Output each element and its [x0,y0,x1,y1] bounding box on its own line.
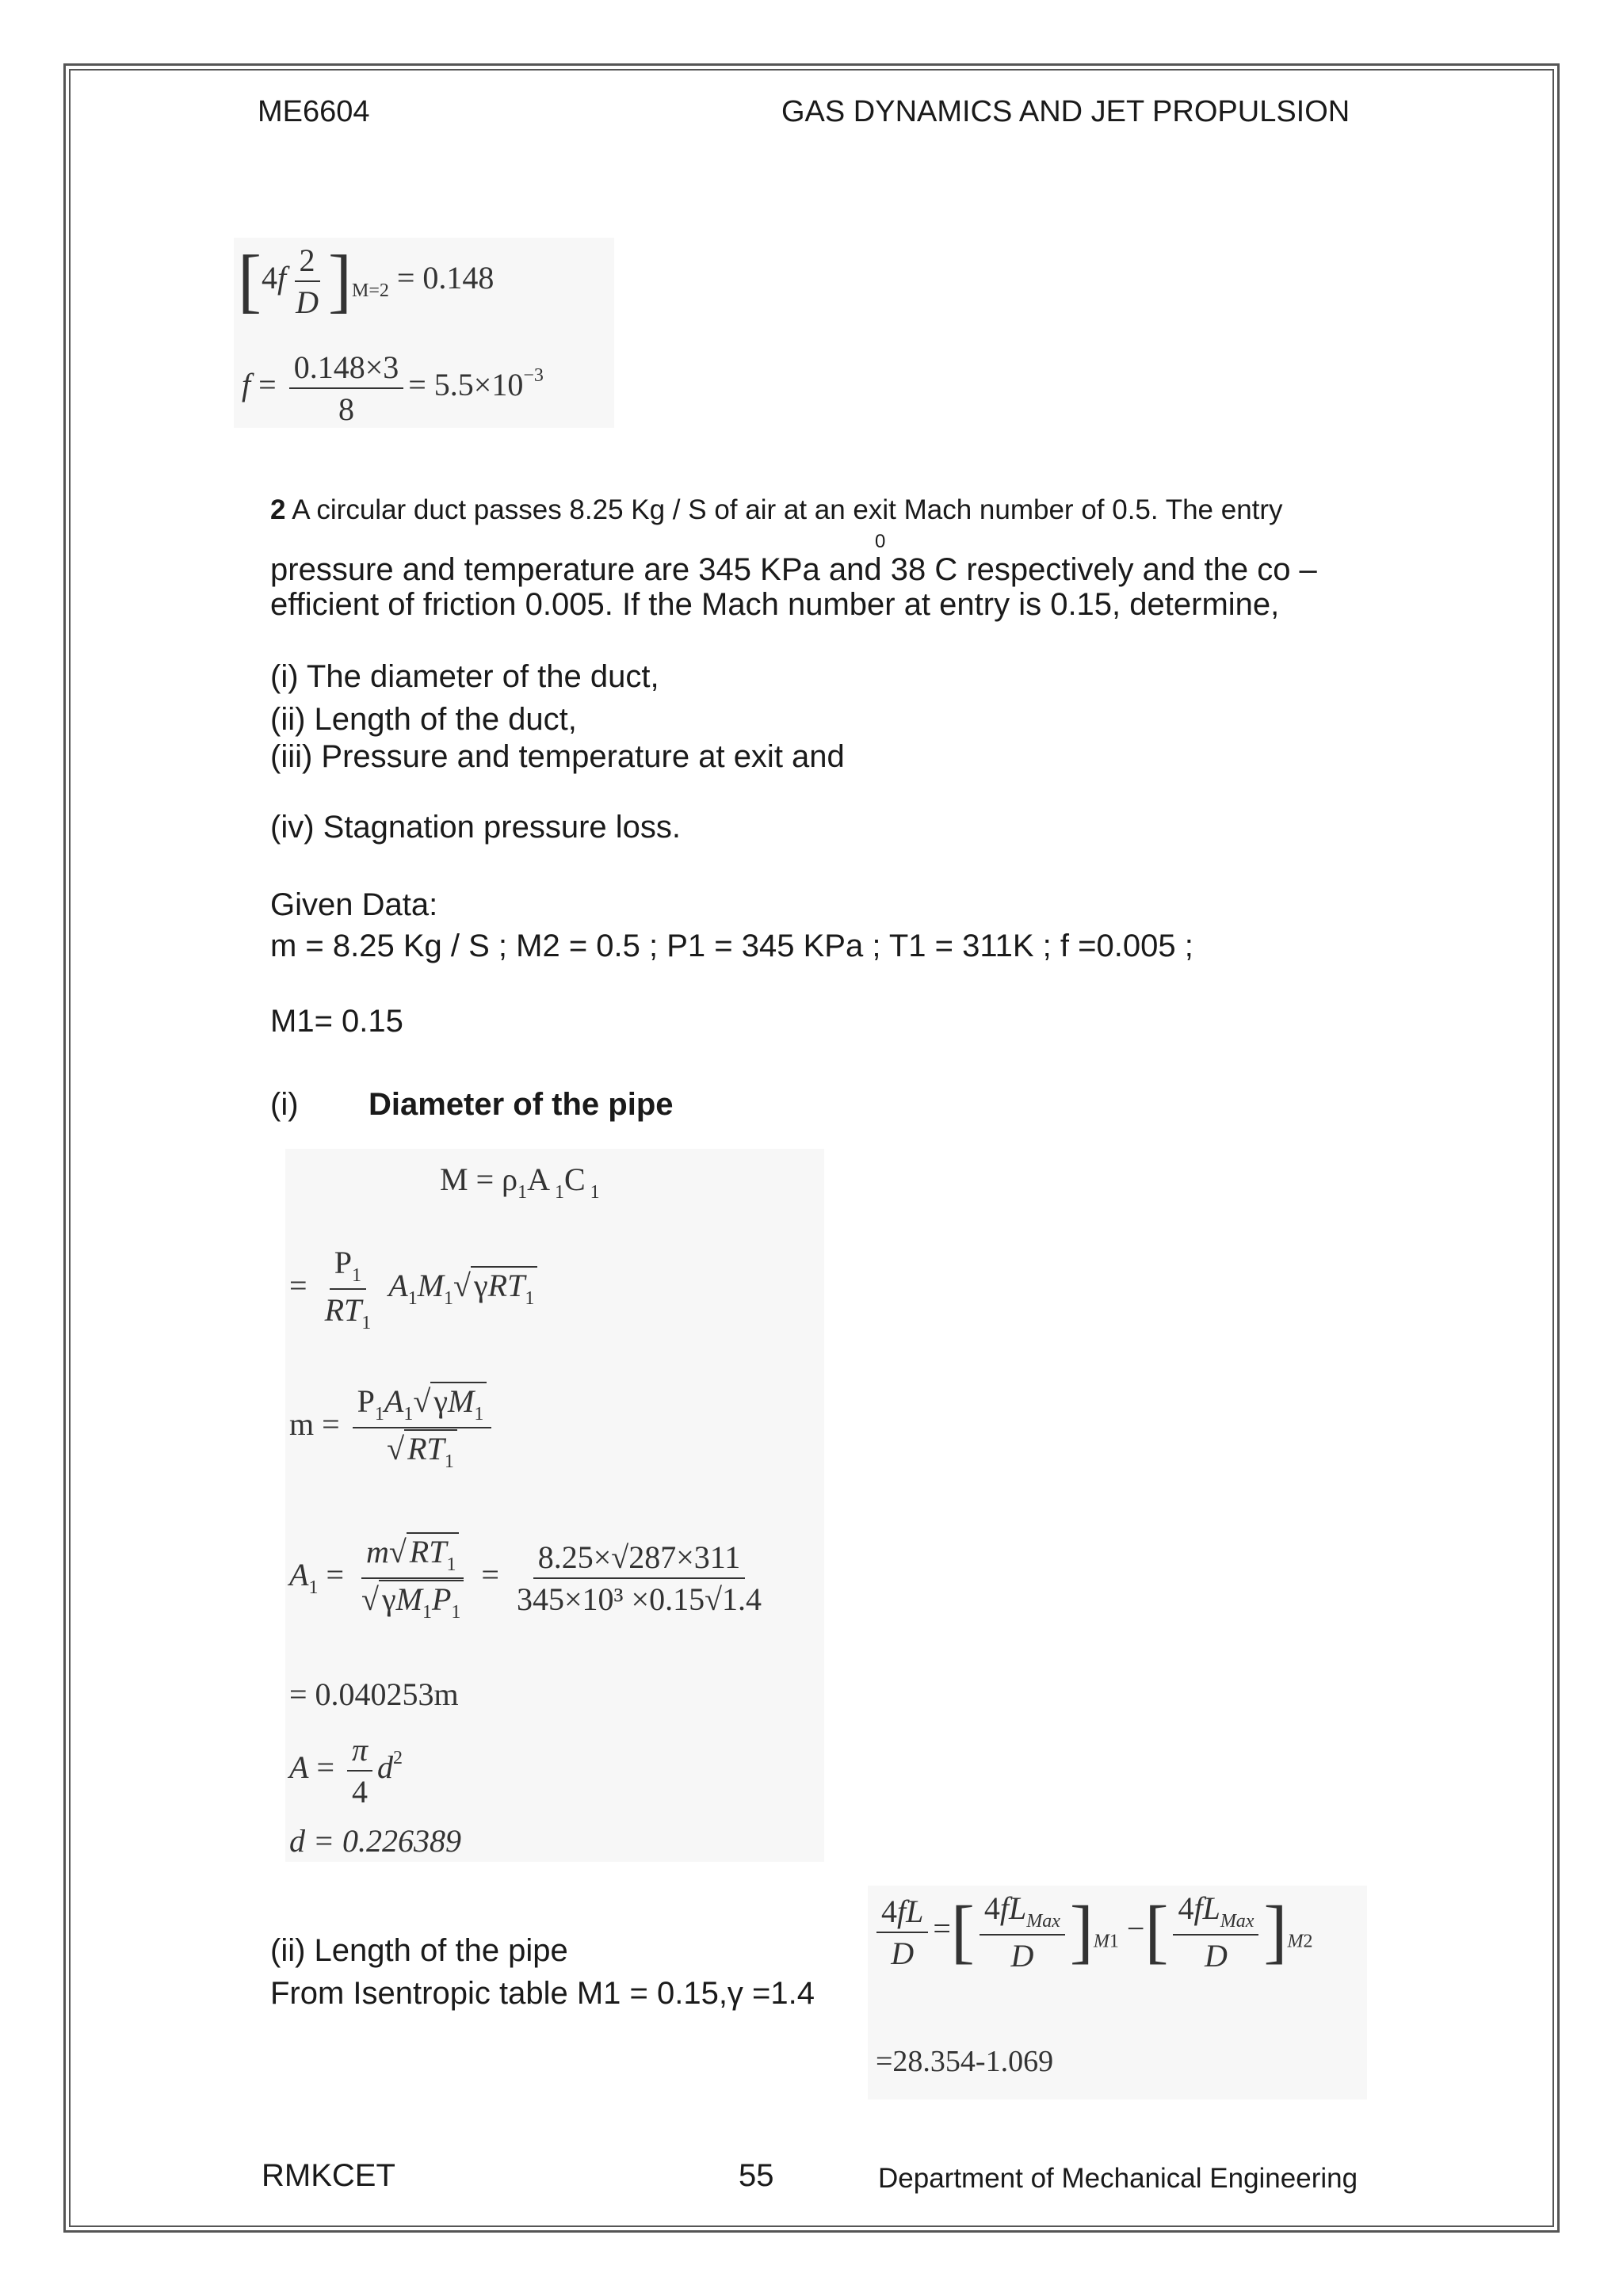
section-i-title: Diameter of the pipe [369,1087,674,1122]
footer-department: Department of Mechanical Engineering [878,2163,1358,2194]
section-ii-title: (ii) Length of the pipe [270,1933,568,1968]
equation-diameter-result: d = 0.226389 [289,1823,461,1859]
question-line-2: pressure and temperature are 345 KPa and 38 C respectively and the co – [270,552,1317,587]
equation-length-result: =28.354-1.069 [876,2045,1054,2078]
equation-area: $A_1$ = $\frac{m√ RT_1}{√ \gamma M_1P_1}$ = $\frac{8.25\times√287\times 311}{\text{345×10³ ×0.15√1.4}}$ [289,1534,762,1623]
question-item-2: (ii) Length of the duct, [270,702,577,737]
equation-area-result: = 0.040253m [289,1676,459,1712]
question-line-1: 2 A circular duct passes 8.25 Kg / S of air at an exit Mach number of 0.5. The entry [270,494,1283,525]
given-line-1: m = 8.25 Kg / S ; M2 = 0.5 ; P1 = 345 KPa ; T1 = 311K ; f =0.005 ; [270,929,1193,963]
section-i-label: (i) [270,1087,299,1122]
equation-mass-flow: $M = \rho_1A$ $_1$C $_1$ [440,1161,600,1203]
question-item-3: (iii) Pressure and temperature at exit and [270,739,845,774]
given-heading: Given Data: [270,887,438,922]
header-course-code: ME6604 [258,95,370,128]
question-item-4: (iv) Stagnation pressure loss. [270,810,682,845]
given-line-2: M1= 0.15 [270,1004,403,1039]
footer-institution: RMKCET [262,2158,395,2193]
equation-friction-bracket: [4f $\frac{2}{D}$ ]$_{M=2} = 0.148$ [238,242,495,320]
footer-page-number: 55 [739,2158,774,2193]
question-item-1: (i) The diameter of the duct, [270,659,659,694]
equation-friction-value: f = $\frac{0.148\times 3}{8}$ = $5.5\times 10^{-3}$ [242,349,544,427]
section-ii-line: From Isentropic table M1 = 0.15,γ =1.4 [270,1976,815,2011]
equation-area-circle: A = $\frac{\pi}{4}$ $d^2$ [289,1732,403,1810]
degree-mark: 0 [875,531,886,552]
question-line-3: efficient of friction 0.005. If the Mach number at entry is 0.15, determine, [270,587,1280,622]
header-course-title: GAS DYNAMICS AND JET PROPULSION [781,95,1350,128]
equation-mass-flow-simplified: m = $\frac{P_1A_1√ \gamma M_1}{√ RT_1}$ [289,1383,496,1473]
equation-mass-flow-expanded: = $\frac{P_1}{RT_1}$ $A_1M_1√$ γRT$_1$ [289,1244,537,1334]
equation-length: $\frac{4fL}{D}$ =[ $\frac{4fL_{Max}}{D}$ ]$_{M1}$ −[ $\frac{4fL_{Max}}{D}$ ]$_{M2}$ [872,1890,1312,1974]
